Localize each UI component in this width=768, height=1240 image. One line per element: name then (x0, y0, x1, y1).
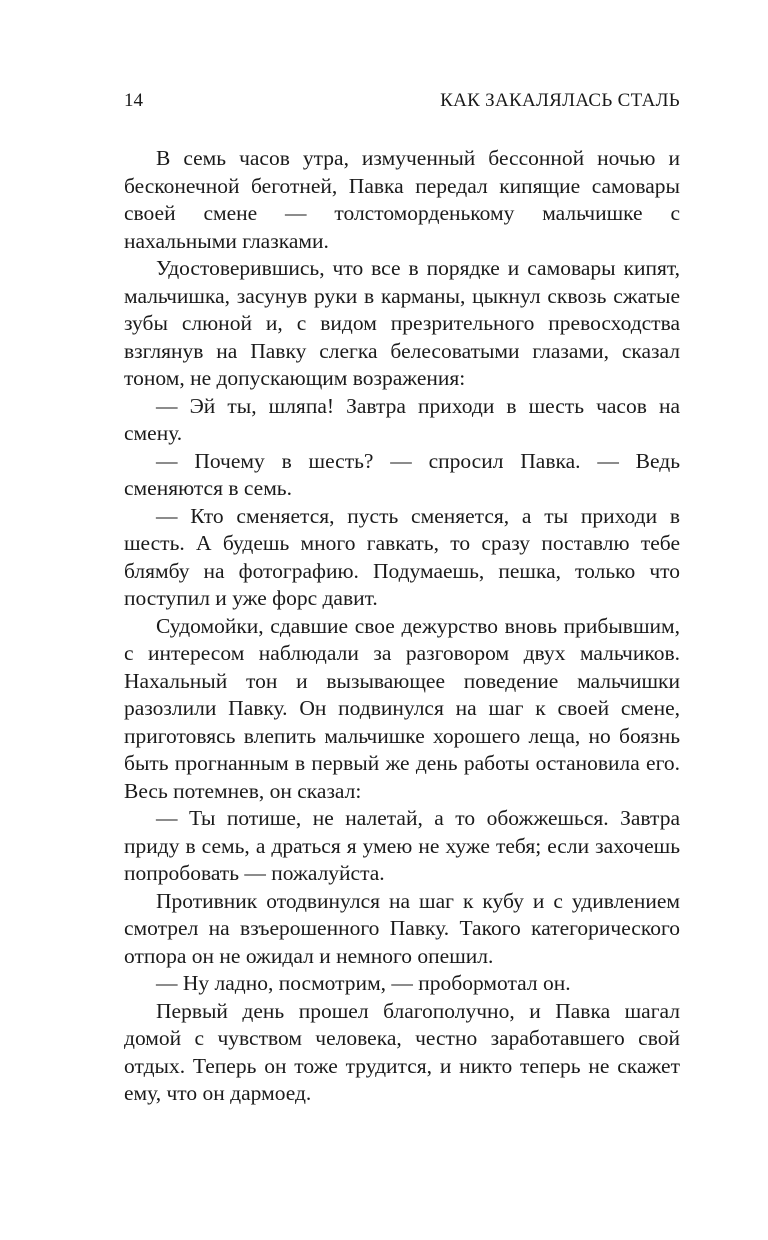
paragraph: В семь часов утра, измученный бессонной ночью и бесконечной беготней, Павка передал кипящие самовары своей смене — толстоморденькому мальчишке с нахальными глазками. (124, 146, 680, 253)
book-title: КАК ЗАКАЛЯЛАСЬ СТАЛЬ (440, 90, 680, 111)
page-number: 14 (124, 90, 143, 111)
paragraph: Удостоверившись, что все в порядке и самовары кипят, мальчишка, засунув руки в карманы, цыкнул сквозь сжатые зубы слюной и, с видом презрительного превосходства взглянув на Павку слегка белесоватыми глазами, сказал тоном, не допускающим возражения: (124, 256, 680, 390)
running-head (124, 89, 680, 113)
dialogue-line: — Эй ты, шляпа! Завтра приходи в шесть часов на смену. (124, 393, 680, 445)
dialogue-line: — Почему в шесть? — спросил Павка. — Ведь сменяются в семь. (124, 448, 680, 500)
dialogue-line: — Ты потише, не налетай, а то обожжешься. Завтра приду в семь, а драться я умею не хуже тебя; если захочешь попробовать — пожалуйста. (124, 806, 680, 885)
dialogue-line: — Ну ладно, посмотрим, — пробормотал он. (156, 971, 571, 995)
paragraph: Противник отодвинулся на шаг к кубу и с удивлением смотрел на взъерошенного Павку. Такого категорического отпора он не ожидал и немного опешил. (124, 888, 680, 968)
paragraph: Судомойки, сдавшие свое дежурство вновь прибывшим, с интересом наблюдали за разговором двух мальчиков. Нахальный тон и вызывающее поведение мальчишки разозлили Павку. Он подвинулся на шаг к своей смене, приготовясь влепить мальчишке хорошего леща, но боязнь быть прогнанным в первый же день работы остановила его. Весь потемнев, он сказал: (124, 613, 680, 803)
body-text (124, 145, 680, 1108)
book-page (124, 0, 680, 1240)
dialogue-line: — Кто сменяется, пусть сменяется, а ты приходи в шесть. А будешь много гавкать, то сразу поставлю тебе блямбу на фотографию. Подумаешь, пешка, только что поступил и уже форс давит. (124, 503, 680, 610)
paragraph: Первый день прошел благополучно, и Павка шагал домой с чувством человека, честно заработавшего свой отдых. Теперь он тоже трудится, и никто теперь не скажет ему, что он дармоед. (124, 998, 680, 1105)
